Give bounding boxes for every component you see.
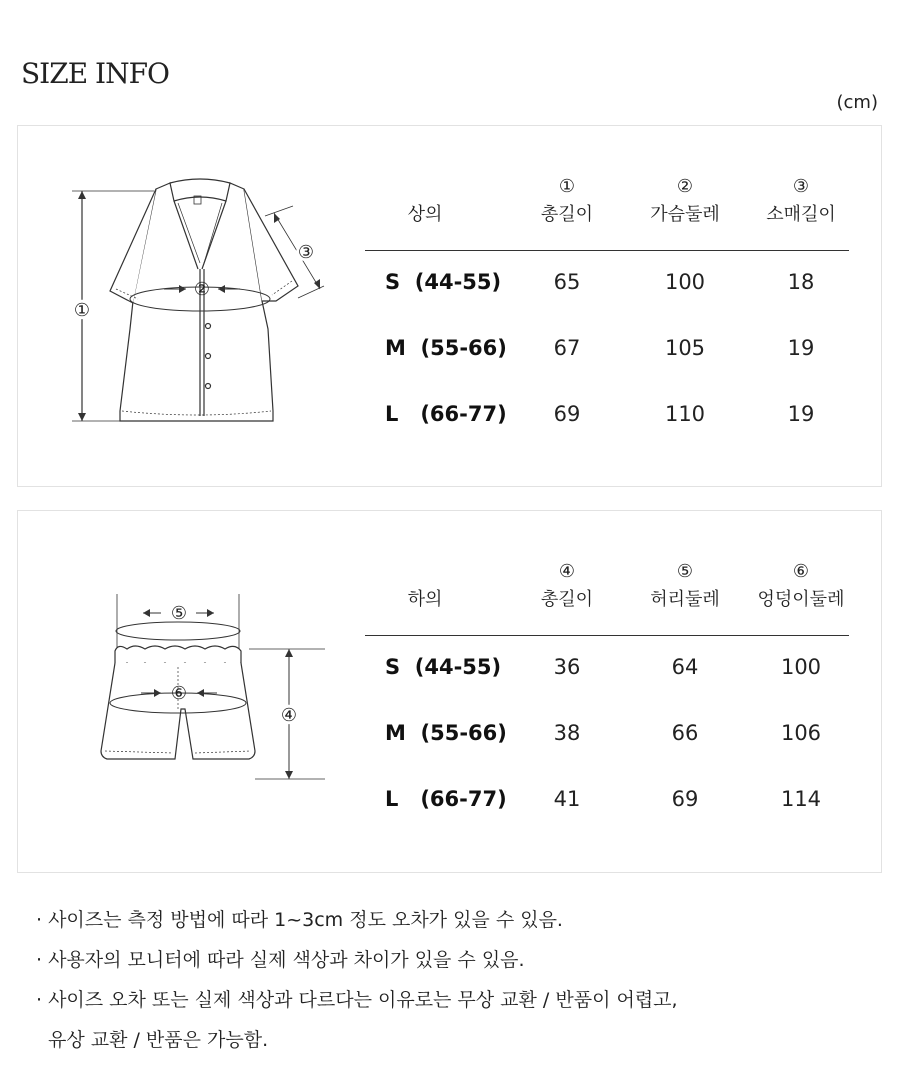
note-item: · 사이즈는 측정 방법에 따라 1~3cm 정도 오차가 있을 수 있음. — [36, 909, 563, 931]
value-total-length: 41 — [553, 787, 581, 811]
size-label: L (66-77) — [385, 402, 507, 426]
header-waist: ⑤ 허리둘레 — [650, 561, 720, 610]
header-sleeve: ③ 소매길이 — [766, 176, 836, 225]
top-size-panel — [17, 125, 882, 487]
header-category: 상의 — [407, 204, 443, 225]
value-chest: 110 — [664, 402, 706, 426]
header-total-length: ④ 총길이 — [540, 561, 594, 610]
table-row — [365, 700, 849, 766]
value-hip: 100 — [780, 655, 822, 679]
value-total-length: 36 — [553, 655, 581, 679]
value-total-length: 38 — [553, 721, 581, 745]
marker-waist: ⑤ — [170, 603, 188, 624]
value-hip: 106 — [780, 721, 822, 745]
header-chest: ② 가슴둘레 — [650, 176, 720, 225]
table-row — [365, 381, 849, 447]
value-total-length: 65 — [553, 270, 581, 294]
marker-hip: ⑥ — [170, 683, 188, 704]
value-total-length: 69 — [553, 402, 581, 426]
table-row — [365, 315, 849, 381]
unit-label: (cm) — [836, 92, 878, 113]
value-waist: 69 — [671, 787, 699, 811]
header-category: 하의 — [407, 589, 443, 610]
size-label: M (55-66) — [385, 721, 507, 745]
header-hip: ⑥ 엉덩이둘레 — [757, 561, 845, 610]
value-sleeve: 18 — [787, 270, 815, 294]
page-title: SIZE INFO — [21, 57, 169, 90]
note-item: · 사용자의 모니터에 따라 실제 색상과 차이가 있을 수 있음. — [36, 949, 525, 971]
table-row — [365, 634, 849, 700]
value-chest: 100 — [664, 270, 706, 294]
bottom-size-panel — [17, 510, 882, 873]
value-waist: 64 — [671, 655, 699, 679]
size-label: S (44-55) — [385, 270, 502, 294]
shorts-illustration — [93, 591, 353, 791]
table-row — [365, 249, 849, 315]
table-header — [365, 126, 849, 251]
size-label: L (66-77) — [385, 787, 507, 811]
top-size-table — [365, 126, 849, 447]
value-chest: 105 — [664, 336, 706, 360]
header-total-length: ① 총길이 — [540, 176, 594, 225]
size-label: M (55-66) — [385, 336, 507, 360]
marker-total-length: ① — [73, 300, 91, 321]
note-item: 유상 교환 / 반품은 가능함. — [48, 1029, 269, 1051]
shirt-illustration — [58, 171, 348, 436]
value-sleeve: 19 — [787, 336, 815, 360]
notes — [36, 900, 678, 1060]
value-waist: 66 — [671, 721, 699, 745]
marker-total-length: ④ — [280, 705, 298, 726]
table-row — [365, 766, 849, 832]
value-sleeve: 19 — [787, 402, 815, 426]
value-hip: 114 — [780, 787, 822, 811]
bottom-size-table — [365, 511, 849, 832]
marker-sleeve: ③ — [297, 242, 315, 263]
value-total-length: 67 — [553, 336, 581, 360]
table-header — [365, 511, 849, 636]
marker-chest: ② — [193, 279, 211, 300]
size-label: S (44-55) — [385, 655, 502, 679]
note-item: · 사이즈 오차 또는 실제 색상과 다르다는 이유로는 무상 교환 / 반품이 어렵고, — [36, 989, 678, 1011]
